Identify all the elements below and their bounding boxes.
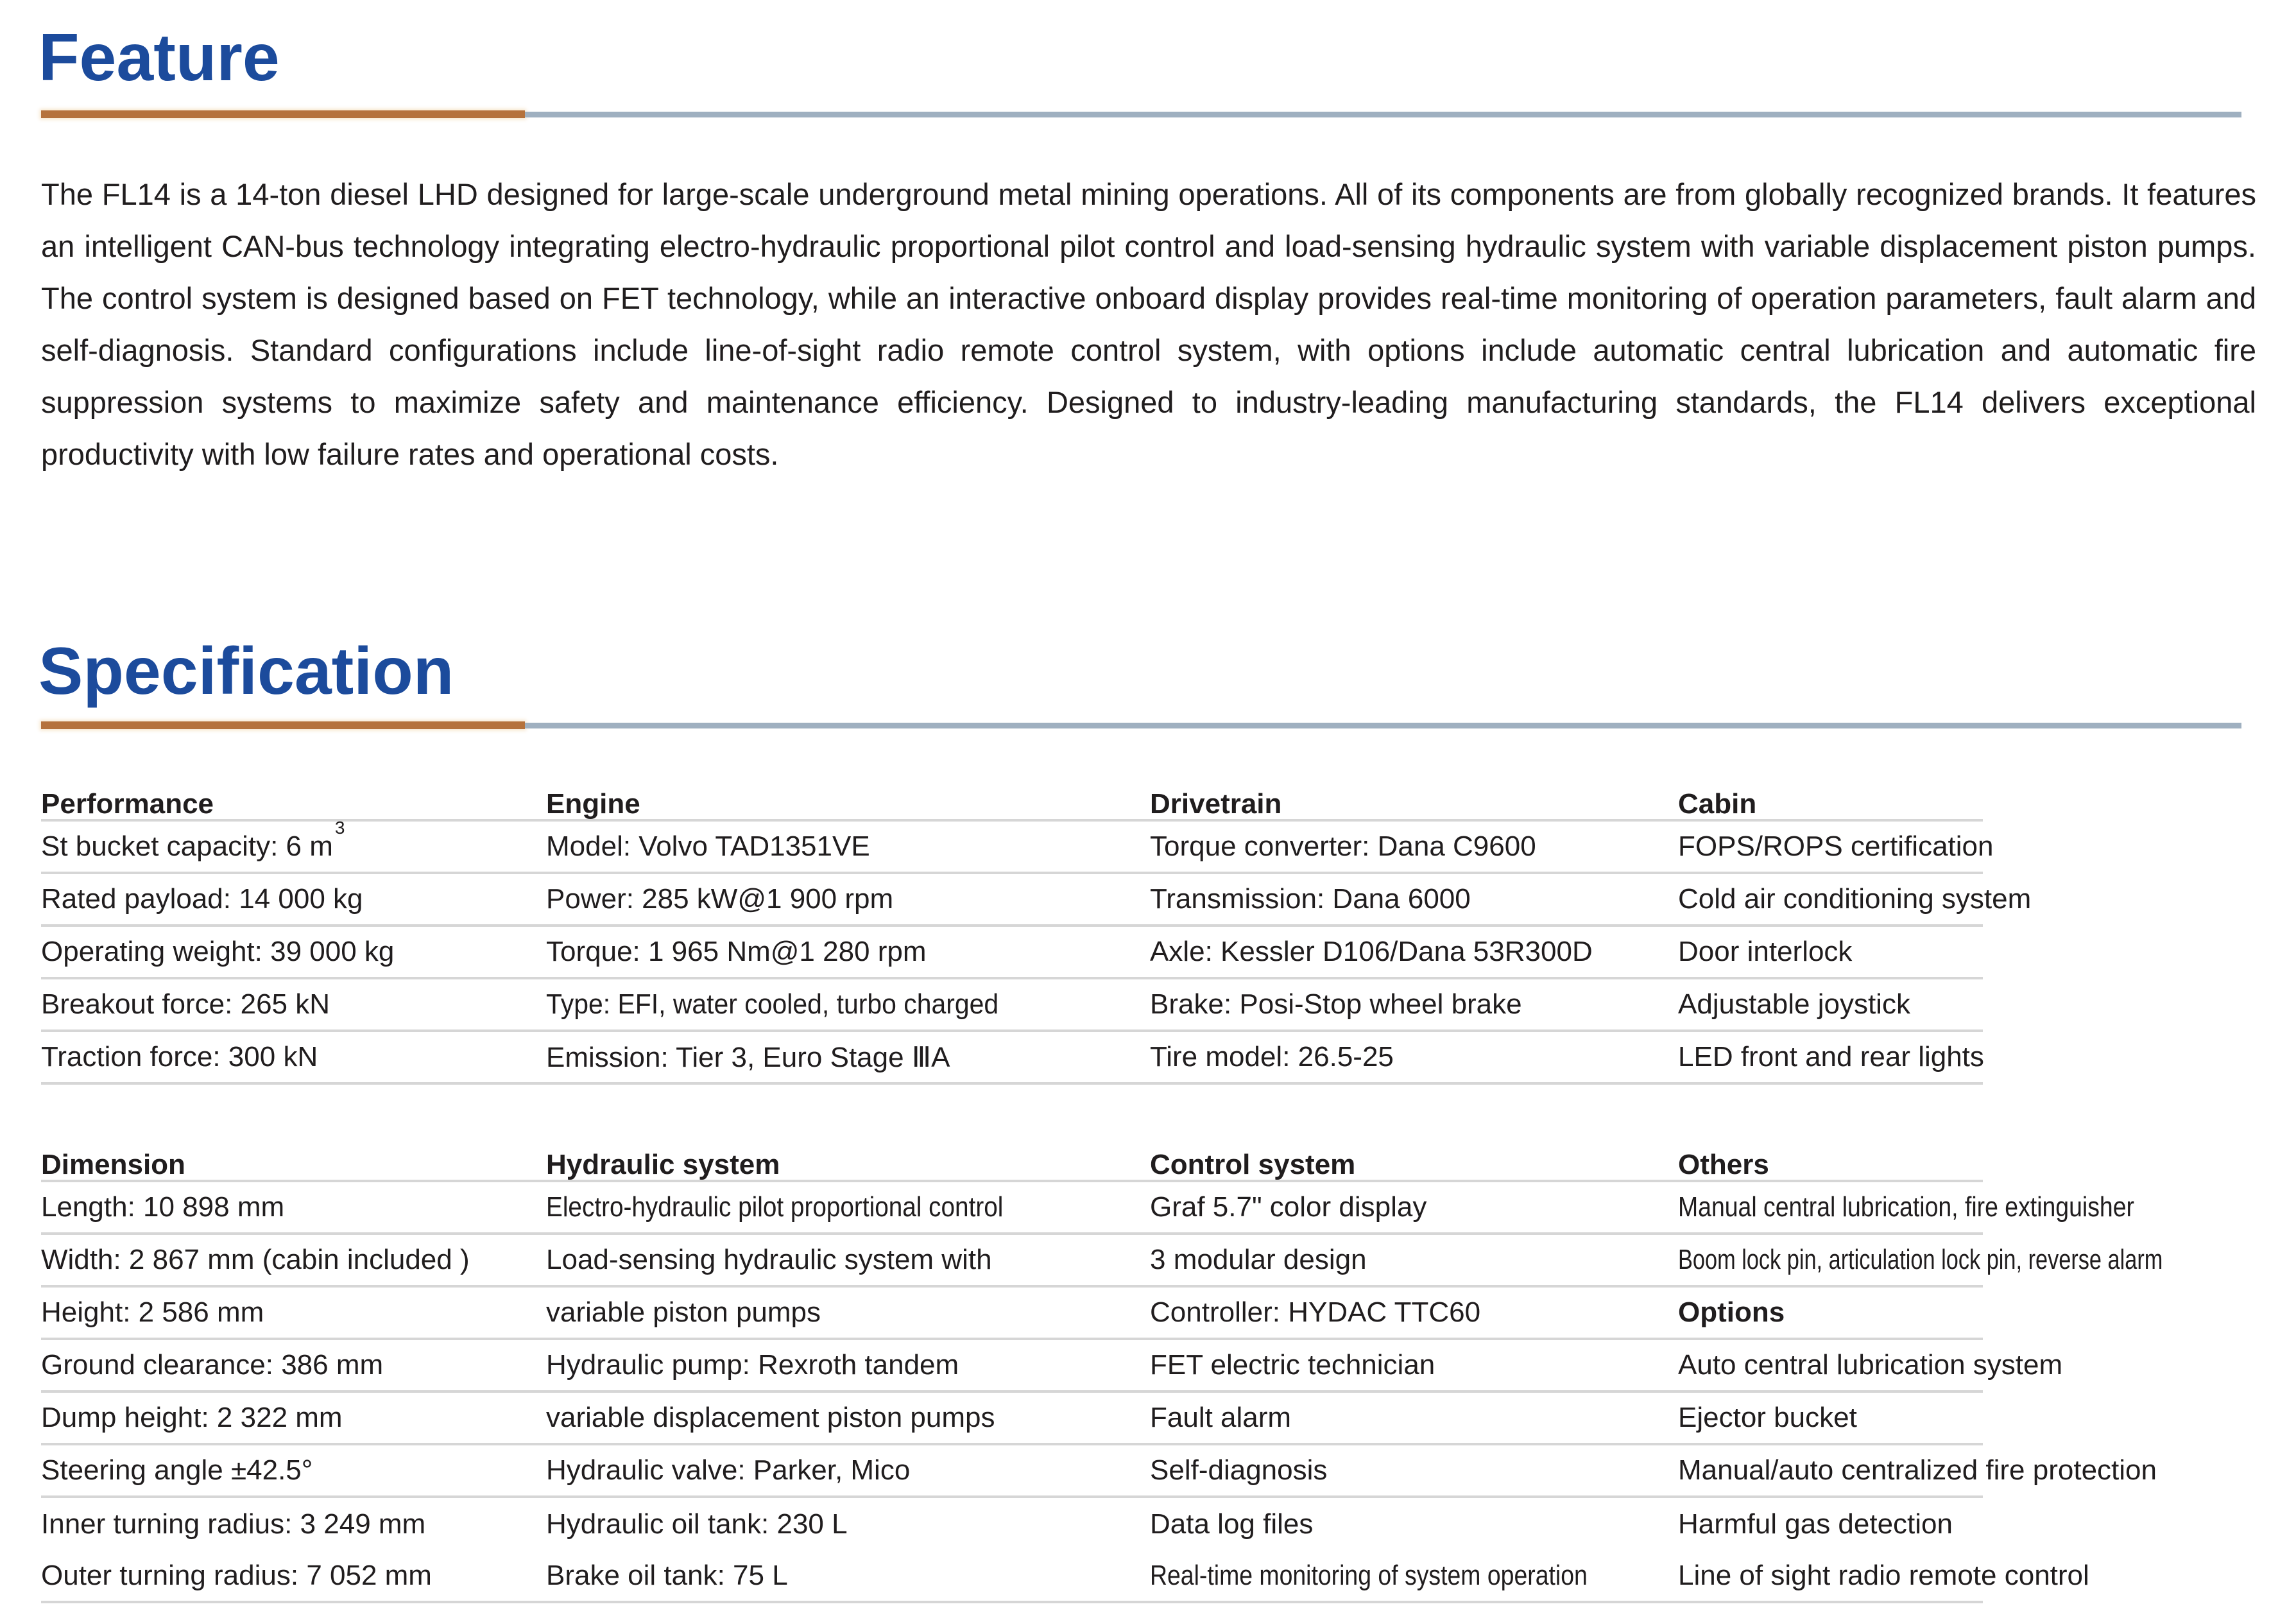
table-cell: Hydraulic pump: Rexroth tandem [546, 1349, 959, 1381]
feature-paragraph: The FL14 is a 14-ton diesel LHD designed for large-scale underground metal mining operations. All of its components are from globally recognized brands. It features an intelligent CAN-bus technology integrating electro-hydraulic proportional pilot control and load-sensing hydraulic system with variable displacement piston pumps. The control system is designed based on FET technology, while an interactive onboard display provides real-time monitoring of operation parameters, fault alarm and self-diagnosis. Standard configurations include line-of-sight radio remote control system, with options include automatic central lubrication and automatic fire suppression systems to maximize safety and maintenance efficiency. Designed to industry-leading manufacturing standards, the FL14 delivers exceptional productivity with low failure rates and operational costs. [41, 177, 2256, 471]
underline-orange-segment [41, 721, 525, 729]
table-cell: Breakout force: 265 kN [41, 988, 330, 1020]
table-header-cell: Performance [41, 788, 214, 820]
table-header-cell: Dimension [41, 1149, 185, 1180]
underline-gray-segment [525, 723, 2241, 728]
table-cell: Dump height: 2 322 mm [41, 1402, 343, 1433]
table-cell: Rated payload: 14 000 kg [41, 883, 363, 915]
table-cell: Outer turning radius: 7 052 mm [41, 1560, 432, 1591]
table-cell: Transmission: Dana 6000 [1150, 883, 1471, 915]
feature-heading: Feature [39, 21, 280, 95]
table-cell: Type: EFI, water cooled, turbo charged [546, 988, 999, 1020]
table-cell: Torque converter: Dana C9600 [1150, 831, 1536, 862]
table-cell: Auto central lubrication system [1678, 1349, 2063, 1381]
table-cell: Height: 2 586 mm [41, 1297, 264, 1328]
underline-gray-segment [525, 112, 2241, 117]
table-cell: Emission: Tier 3, Euro Stage ⅢA [546, 1041, 950, 1073]
table-cell: Ground clearance: 386 mm [41, 1349, 384, 1381]
table-cell: Width: 2 867 mm (cabin included ) [41, 1244, 470, 1275]
table-cell: Line of sight radio remote control [1678, 1560, 2089, 1591]
table-cell: Brake: Posi-Stop wheel brake [1150, 988, 1522, 1020]
table-cell: Graf 5.7" color display [1150, 1191, 1427, 1223]
table-cell: Manual/auto centralized fire protection [1678, 1454, 2157, 1486]
table-row [41, 1032, 1983, 1085]
table-cell: Hydraulic oil tank: 230 L [546, 1508, 848, 1540]
table-header-cell: Drivetrain [1150, 788, 1282, 820]
table-cell: FOPS/ROPS certification [1678, 831, 1994, 862]
table-header-row [41, 788, 1983, 822]
underline-orange-segment [41, 110, 525, 118]
table-cell: Tire model: 26.5-25 [1150, 1041, 1394, 1073]
table-cell: variable piston pumps [546, 1297, 821, 1328]
table-header-cell: Hydraulic system [546, 1149, 780, 1180]
table-row [41, 1340, 2063, 1393]
table-cell: Traction force: 300 kN [41, 1041, 318, 1073]
table-cell: LED front and rear lights [1678, 1041, 1984, 1073]
table-header-cell: Others [1678, 1149, 1769, 1180]
table-cell: Data log files [1150, 1508, 1314, 1540]
table-cell: Cold air conditioning system [1678, 883, 2032, 915]
table-cell: Harmful gas detection [1678, 1508, 1953, 1540]
table-cell: St bucket capacity: 6 $m^3$ [41, 818, 345, 862]
table-cell: Door interlock [1678, 936, 1853, 967]
table-cell: Adjustable joystick [1678, 988, 1910, 1020]
table-row [41, 1445, 2157, 1498]
table-row [41, 1288, 1983, 1340]
table-cell: Electro-hydraulic pilot proportional control [546, 1191, 1004, 1223]
table-cell: Torque: 1 965 Nm@1 280 rpm [546, 936, 927, 967]
table-cell: Axle: Kessler D106/Dana 53R300D [1150, 936, 1593, 967]
table-cell: Length: 10 898 mm [41, 1191, 285, 1223]
table-cell: Operating weight: 39 000 kg [41, 936, 395, 967]
table-header-cell: Cabin [1678, 788, 1757, 820]
table-row [41, 1551, 2089, 1603]
table-row [41, 979, 1983, 1032]
table-cell: Self-diagnosis [1150, 1454, 1328, 1486]
table-cell: Real-time monitoring of system operation [1150, 1560, 1588, 1591]
table-cell: Boom lock pin, articulation lock pin, reverse alarm [1678, 1244, 2163, 1275]
table-row [41, 1182, 2134, 1235]
specification-heading: Specification [39, 634, 454, 709]
table-cell: Steering angle ±42.5° [41, 1454, 313, 1486]
table-cell: Hydraulic valve: Parker, Mico [546, 1454, 911, 1486]
table-header-cell: Engine [546, 788, 640, 820]
table-cell: Model: Volvo TAD1351VE [546, 831, 870, 862]
table-cell: variable displacement piston pumps [546, 1402, 995, 1433]
table-row [41, 1235, 2163, 1288]
table-row [41, 1393, 1983, 1445]
feature-underline [41, 110, 2241, 121]
table-header-cell: Control system [1150, 1149, 1356, 1180]
specification-underline [41, 721, 2241, 732]
spec-table-performance-engine-drivetrain-cabin [41, 788, 2032, 1085]
table-header-row [41, 1149, 1983, 1182]
table-row [41, 1498, 1983, 1551]
spec-table-dimension-hydraulic-control-others [41, 1149, 2163, 1603]
table-cell: 3 modular design [1150, 1244, 1367, 1275]
table-cell: Inner turning radius: 3 249 mm [41, 1508, 426, 1540]
table-cell: Ejector bucket [1678, 1402, 1857, 1433]
superscript: 3 [334, 818, 345, 838]
table-cell: Options [1678, 1297, 1785, 1328]
table-cell: Brake oil tank: 75 L [546, 1560, 788, 1591]
table-row [41, 874, 2032, 927]
table-row [41, 927, 1983, 979]
table-cell: Manual central lubrication, fire extinguisher [1678, 1191, 2134, 1223]
table-cell: FET electric technician [1150, 1349, 1435, 1381]
table-cell: Fault alarm [1150, 1402, 1292, 1433]
table-cell: Load-sensing hydraulic system with [546, 1244, 992, 1275]
table-cell: Controller: HYDAC TTC60 [1150, 1297, 1481, 1328]
table-cell: Power: 285 kW@1 900 rpm [546, 883, 894, 915]
table-row [41, 818, 1994, 874]
